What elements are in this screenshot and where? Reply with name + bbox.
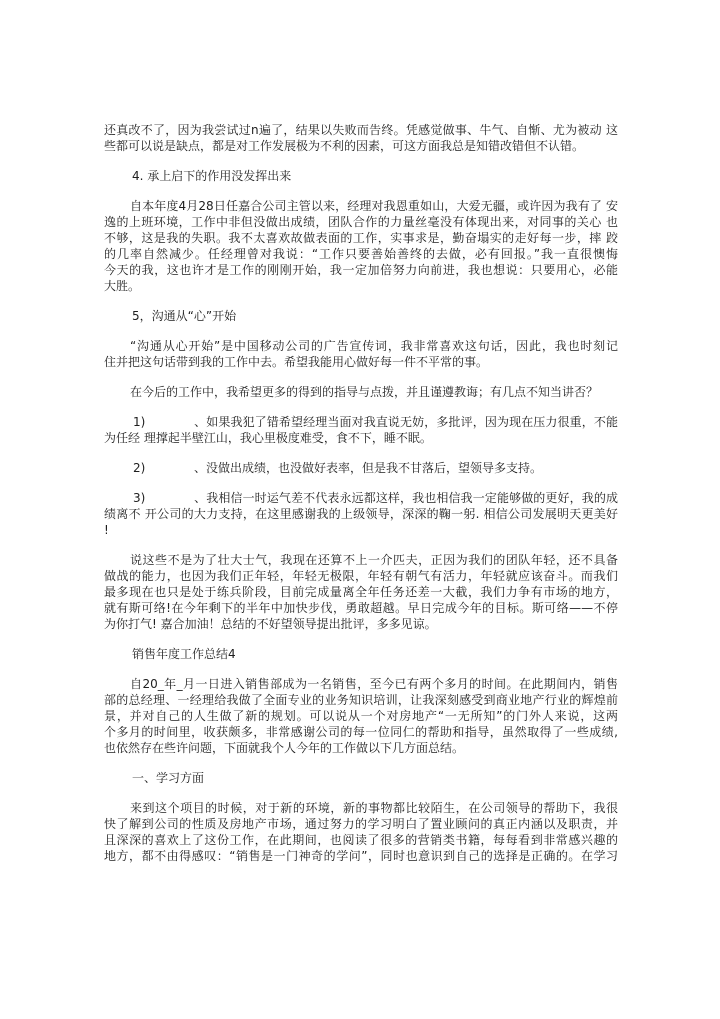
paragraph [104,198,618,294]
item-number: 1) [133,415,146,429]
section-heading [104,646,618,662]
text-line [104,460,618,476]
text-line: 大胜。 [104,279,141,293]
text-line: 不够，这是我的失职。我不太喜欢故做表面的工作，实事求是，勤奋塌实的走好每一步，摔 跤 [104,231,618,245]
text-line: “沟通从心开始”是中国移动公司的广告宣传词，我非常喜欢这句话，因此，我也时刻记 [130,339,618,353]
text-line: 做战的能力，也因为我们正年轻，年轻无极限，年轻有朝气有活力，年轻就应该奋斗。而我们 [104,569,618,583]
text-line: 绩离不 开公司的大力支持，在这里感谢我的上级领导，深深的鞠一躬. 相信公司发展明天更美好 [104,507,618,521]
text-line: 地方，都不由得感叹：“销售是一门神奇的学问”，同时也意识到自己的选择是正确的。在学习 [104,849,618,863]
paragraph [104,800,618,864]
document-page [104,122,618,878]
text-line: 为任经 理撑起半壁江山，我心里极度难受，食不下，睡不眠。 [104,431,432,445]
paragraph [104,122,618,154]
text-line: 住并把这句话带到我的工作中去。希望我能用心做好每一件不平常的事。 [104,355,489,369]
text-line [104,414,618,430]
text-line: 些都可以说是缺点，都是对工作发展极为不利的因素，可这方面我总是知错改错但不认错。 [104,139,585,153]
text-line: 快了解到公司的性质及房地产市场，通过努力的学习明白了置业顾问的真正内涵以及职责，并 [104,817,618,831]
paragraph [104,552,618,632]
text-line: 最多现在也只是处于练兵阶段，目前完成量离全年任务还差一大截，我们力争有市场的地方， [104,585,618,599]
text-line: 自20_年_月一日进入销售部成为一名销售，至今已有两个多月的时间。在此期间内，销售 [130,677,618,691]
section-heading [104,168,618,184]
text-line: 来到这个项目的时候，对于新的环境，新的事物都比较陌生，在公司领导的帮助下，我很 [130,801,618,815]
text-line: 今天的我，这也许才是工作的刚刚开始，我一定加倍努力向前进，我也想说：只要用心，必能 [104,263,618,277]
item-text: 、我相信一时运气差不代表永远都这样，我也相信我一定能够做的更好，我的成 [194,491,618,505]
text-line: 销售年度工作总结4 [132,647,236,661]
text-line: 一、学习方面 [132,771,205,785]
text-line: 5，沟通从“心”开始 [132,309,237,323]
item-text: 、如果我犯了错希望经理当面对我直说无妨，多批评，因为现在压力很重，不能 [194,415,618,429]
numbered-item [104,460,618,476]
text-line: 就有斯可络!在今年剩下的半年中加快步伐，勇敢超越。早日完成今年的目标。斯可络——不停 [104,601,618,615]
text-line: 且深深的喜欢上了这份工作，在此期间，也阅读了很多的营销类书籍，每每看到非常感兴趣的 [104,833,618,847]
text-line [104,490,618,506]
text-line: 部的总经理、一经理给我做了全面专业的业务知识培训，让我深刻感受到商业地产行业的辉煌前 [104,693,618,707]
numbered-item [104,414,618,446]
text-line: 也依然存在些许问题，下面就我个人今年的工作做以下几方面总结。 [104,741,465,755]
section-heading [104,770,618,786]
item-number: 3) [133,491,146,505]
text-line: 说这些不是为了壮大士气，我现在还算不上一介匹夫，正因为我们的团队年轻，还不具备 [130,553,618,567]
text-line: 景，并对自己的人生做了新的规划。可以说从一个对房地产“一无所知”的门外人来说，这两 [104,709,618,723]
text-line: 在今后的工作中，我希望更多的得到的指导与点拨，并且谨遵教诲；有几点不知当讲否？ [130,385,599,399]
paragraph [104,338,618,370]
text-line: 的几率自然减少。任经理曾对我说：“工作只要善始善终的去做，必有回报。”我一直很懊悔 [104,247,618,261]
text-line: 还真改不了，因为我尝试过n遍了，结果以失败而告终。凭感觉做事、牛气、自惭、尤为被动 这 [104,123,618,137]
text-line: 逸的上班环境，工作中非但没做出成绩，团队合作的力量丝毫没有体现出来，对同事的关心 也 [104,215,618,229]
paragraph [104,676,618,756]
text-line: 个多月的时间里，收获颇多，非常感谢公司的每一位同仁的帮助和指导，虽然取得了一些成绩, [104,725,618,739]
item-text: 、没做出成绩，也没做好表率，但是我不甘落后，望领导多支持。 [194,461,543,475]
text-line: 为你打气! 嘉合加油！总结的不好望领导提出批评，多多见谅。 [104,617,437,631]
numbered-item [104,490,618,538]
item-number: 2) [133,461,146,475]
paragraph [104,384,618,400]
text-line: ! [104,523,109,537]
text-line: 自本年度4月28日任嘉合公司主管以来，经理对我恩重如山，大爱无疆，或许因为我有了 安 [130,199,618,213]
section-heading [104,308,618,324]
text-line: 4. 承上启下的作用没发挥出来 [132,169,292,183]
